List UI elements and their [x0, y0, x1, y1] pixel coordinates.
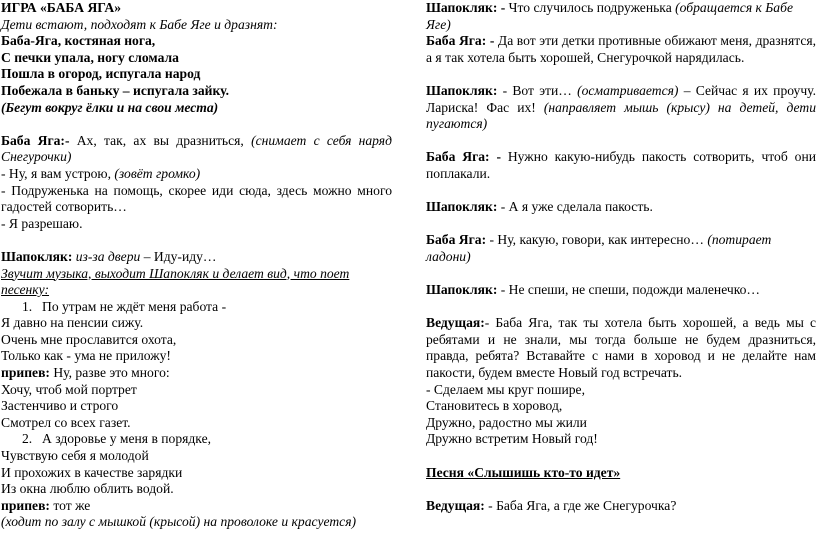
stage-direction: из-за двери: [72, 248, 141, 264]
dialogue-line: Шапокляк: - Не спеши, не спеши, подожди маленечко…: [426, 282, 761, 298]
verse-line: Дружно, радостно мы жили: [426, 414, 587, 430]
chant-line: Пошла в огород, испугала народ: [1, 66, 201, 82]
chant-line: С печки упала, ногу сломала: [1, 49, 179, 65]
stage-direction: (ходит по залу с мышкой (крысой) на проволоке и красуется): [1, 514, 357, 530]
dialogue-line: - Ну, я вам устрою, (зовёт громко): [1, 165, 201, 181]
verse-line: Только как - ума не приложу!: [1, 348, 171, 364]
stage-direction: Звучит музыка, выходит Шапокляк и делает вид, что поет песенку:: [1, 265, 350, 298]
speaker-name: Баба Яга:-: [1, 132, 70, 148]
verse-line: Застенчиво и строго: [1, 398, 119, 414]
dialogue-line: Шапокляк: из-за двери – Иду-иду…: [1, 248, 217, 264]
speaker-name: Ведущая:: [426, 315, 485, 331]
verse-line: Дружно встретим Новый год!: [426, 431, 598, 447]
speaker-name: Баба Яга: -: [426, 149, 501, 165]
chant-line: Побежала в баньку – испугала зайку.: [1, 82, 229, 98]
dialogue-line: Баба Яга: - Да вот эти детки противные обижают меня, дразнятся, а я так хотела быть хорошей, Снегурочкой нарядилась.: [426, 33, 816, 65]
dialogue-line: Баба Яга: - Нужно какую-нибудь пакость сотворить, чтоб они поплакали.: [426, 149, 816, 181]
stage-direction: (потирает ладони): [426, 232, 772, 264]
refrain-line: припев: Ну, разве это много:: [1, 365, 170, 381]
refrain-label: припев:: [1, 365, 50, 381]
right-column: [426, 0, 816, 514]
dialogue-line: Ведущая:- Баба Яга, так ты хотела быть хорошей, а ведь мы с ребятами и не знали, мы тогда больше не будем дразниться, правда, ребята? Вставайте с нами в хоровод и не делайте нам пакости, будем вместе Новый год встречать.: [426, 315, 816, 381]
verse-line: 2. А здоровье у меня в порядке,: [22, 431, 212, 447]
speaker-name: Ведущая:: [426, 497, 485, 513]
verse-line: Я давно на пенсии сижу.: [1, 315, 144, 331]
verse-line: Очень мне прославится охота,: [1, 331, 177, 347]
speaker-name: Шапокляк:: [1, 248, 73, 264]
speaker-name: Шапокляк:: [426, 82, 498, 98]
verse-line: Чувствую себя я молодой: [1, 448, 149, 464]
dialogue-line: Ведущая: - Баба Яга, а где же Снегурочка?: [426, 497, 677, 513]
dialogue-line: - Подруженька на помощь, скорее иди сюда, здесь можно много гадостей сотворить…: [1, 182, 392, 215]
stage-direction: (снимает с себя наряд Снегурочки): [1, 132, 392, 165]
dialogue-line: - Я разрешаю.: [1, 215, 83, 231]
stage-direction: Дети встают, подходят к Бабе Яге и дразнят:: [1, 16, 278, 32]
doc-title: ИГРА «БАБА ЯГА»: [1, 0, 122, 15]
speaker-name: Баба Яга:: [426, 232, 487, 248]
dialogue-line: Шапокляк: - А я уже сделала пакость.: [426, 199, 653, 215]
refrain-label: припев:: [1, 497, 50, 513]
verse-line: - Сделаем мы круг пошире,: [426, 381, 585, 397]
stage-direction: (зовёт громко): [114, 165, 201, 181]
song-title: Песня «Слышишь кто-то идет»: [426, 464, 621, 480]
stage-direction: (осматривается): [577, 82, 679, 98]
verse-line: Хочу, чтоб мой портрет: [1, 381, 137, 397]
verse-line: И прохожих в качестве зарядки: [1, 464, 183, 480]
verse-line: Становитесь в хоровод,: [426, 398, 563, 414]
verse-line: 1. По утрам не ждёт меня работа -: [22, 298, 227, 314]
verse-line: Смотрел со всех газет.: [1, 414, 131, 430]
dialogue-line: Шапокляк: - Вот эти… (осматривается) – Сейчас я их проучу. Лариска! Фас их! (направляет мышь (крысу) на детей, дети пугаются): [426, 82, 816, 132]
dialogue-line: Баба Яга:- Ах, так, ах вы дразниться, (снимает с себя наряд Снегурочки): [1, 132, 392, 165]
dialogue-line: Баба Яга: - Ну, какую, говори, как интересно… (потирает ладони): [426, 232, 772, 264]
stage-direction: (обращается к Бабе Яге): [426, 0, 793, 32]
speaker-name: Шапокляк:: [426, 282, 498, 298]
verse-line: Из окна люблю облить водой.: [1, 481, 174, 497]
speaker-name: Шапокляк:: [426, 199, 498, 215]
refrain-line: припев: тот же: [1, 497, 91, 513]
speaker-name: Баба Яга: -: [426, 33, 495, 49]
dialogue-line: Шапокляк: - Что случилось подруженька (обращается к Бабе Яге): [426, 0, 793, 32]
stage-direction: (направляет мышь (крысу) на детей, дети пугаются): [426, 99, 816, 132]
chant-line: Баба-Яга, костяная нога,: [1, 33, 156, 49]
left-column: [0, 0, 392, 531]
speaker-name: Шапокляк: -: [426, 0, 506, 15]
stage-direction: (Бегут вокруг ёлки и на свои места): [1, 99, 219, 115]
